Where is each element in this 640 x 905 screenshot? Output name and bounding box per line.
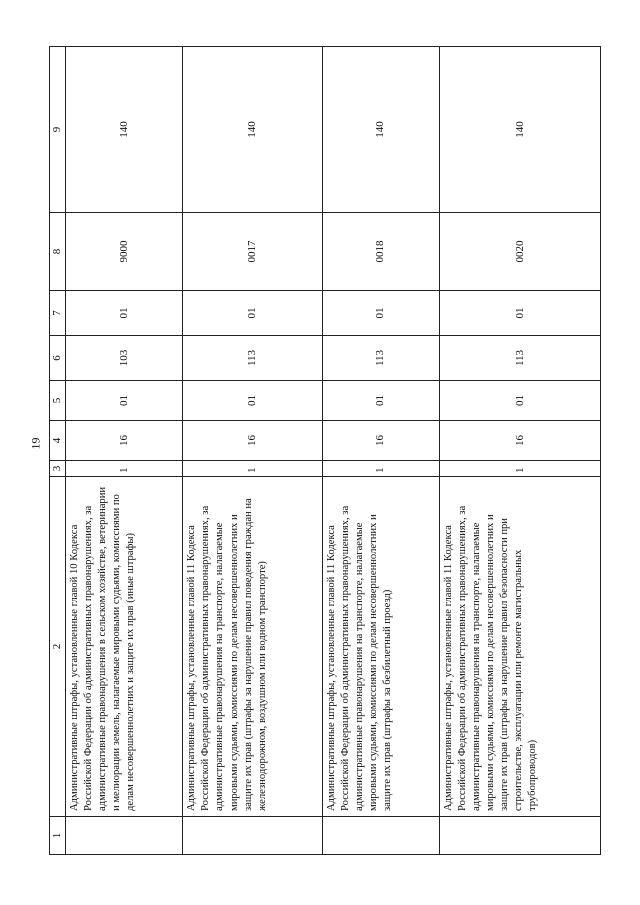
- header-col-4: 4: [50, 421, 66, 461]
- table-row: [322, 47, 439, 855]
- cell-col-9: 140: [439, 47, 600, 213]
- cell-col-8: 0018: [322, 213, 439, 291]
- table-row: [66, 47, 183, 855]
- cell-col-9: 140: [322, 47, 439, 213]
- header-col-6: 6: [50, 336, 66, 381]
- cell-col-5: 01: [322, 381, 439, 421]
- cell-col-9: 140: [66, 47, 183, 213]
- header-col-3: 3: [50, 461, 66, 477]
- cell-col-8: 9000: [66, 213, 183, 291]
- cell-col-7: 01: [66, 291, 183, 336]
- cell-col-5: 01: [66, 381, 183, 421]
- cell-col-6: 113: [183, 336, 322, 381]
- cell-col-3: 1: [322, 461, 439, 477]
- cell-description: Административные штрафы, установленные главой 11 Кодекса Российской Федерации об административных правонарушениях, за административные правонарушения на транспорте, налагаемые мировыми судьями, комиссиями по делам несовершеннолетних и защите их прав (штрафы за безбилетный проезд): [322, 477, 439, 817]
- cell-col-4: 16: [183, 421, 322, 461]
- cell-col-1: [439, 817, 600, 855]
- cell-col-6: 103: [66, 336, 183, 381]
- cell-description: Административные штрафы, установленные главой 10 Кодекса Российской Федерации об административных правонарушениях, за административные правонарушения в сельском хозяйстве, ветеринарии и мелиорации земель, налагаемые мировыми судьями, комиссиями по делам несовершеннолетних и защите их прав (иные штрафы): [66, 477, 183, 817]
- cell-col-5: 01: [439, 381, 600, 421]
- cell-col-5: 01: [183, 381, 322, 421]
- cell-col-1: [66, 817, 183, 855]
- header-col-5: 5: [50, 381, 66, 421]
- cell-col-3: 1: [66, 461, 183, 477]
- header-col-7: 7: [50, 291, 66, 336]
- cell-col-4: 16: [322, 421, 439, 461]
- cell-col-7: 01: [439, 291, 600, 336]
- cell-col-3: 1: [439, 461, 600, 477]
- cell-col-8: 0017: [183, 213, 322, 291]
- header-row: [50, 47, 66, 855]
- table-row: [183, 47, 322, 855]
- header-col-2: 2: [50, 477, 66, 817]
- rotated-table-container: [49, 47, 601, 855]
- cell-col-3: 1: [183, 461, 322, 477]
- page-number: 19: [28, 437, 43, 450]
- header-col-8: 8: [50, 213, 66, 291]
- cell-col-4: 16: [66, 421, 183, 461]
- cell-col-7: 01: [322, 291, 439, 336]
- header-col-9: 9: [50, 47, 66, 213]
- cell-col-9: 140: [183, 47, 322, 213]
- cell-description: Административные штрафы, установленные главой 11 Кодекса Российской Федерации об административных правонарушениях, за административные правонарушения на транспорте, налагаемые мировыми судьями, комиссиями по делам несовершеннолетних и защите их прав (штрафы за нарушение правил безопасности при строительстве, эксплуатации или ремонте магистральных трубопроводов): [439, 477, 600, 817]
- cell-col-7: 01: [183, 291, 322, 336]
- cell-col-6: 113: [322, 336, 439, 381]
- cell-col-1: [322, 817, 439, 855]
- budget-codes-table: [49, 46, 601, 855]
- cell-col-8: 0020: [439, 213, 600, 291]
- cell-col-1: [183, 817, 322, 855]
- cell-col-6: 113: [439, 336, 600, 381]
- header-col-1: 1: [50, 817, 66, 855]
- table-row: [439, 47, 600, 855]
- cell-description: Административные штрафы, установленные главой 11 Кодекса Российской Федерации об административных правонарушениях, за административные правонарушения на транспорте, налагаемые мировыми судьями, комиссиями по делам несовершеннолетних и защите их прав (штрафы за нарушение правил поведения граждан на железнодорожном, воздушном или водном транспорте): [183, 477, 322, 817]
- cell-col-4: 16: [439, 421, 600, 461]
